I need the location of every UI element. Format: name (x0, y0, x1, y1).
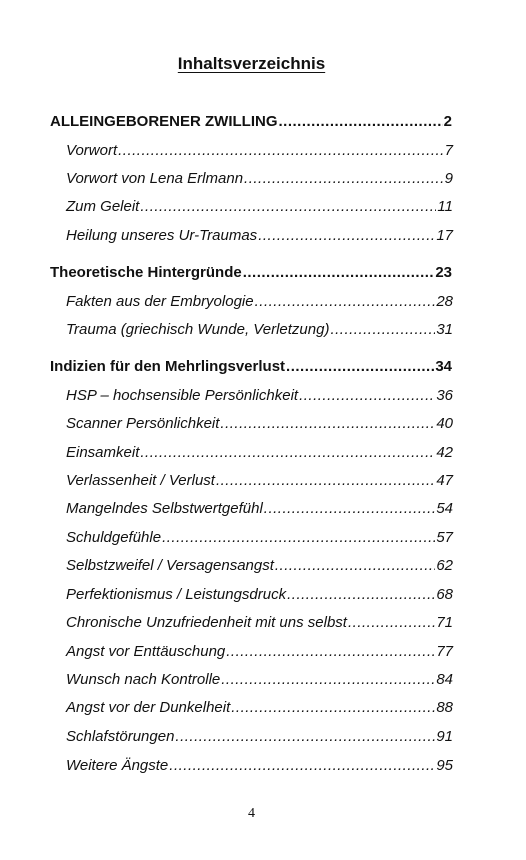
subentry-page-number: 91 (436, 728, 453, 745)
leader-dots (216, 471, 435, 491)
subentry-page-number: 36 (436, 387, 453, 404)
subentry-page-number: 68 (436, 586, 453, 603)
leader-dots (348, 613, 435, 633)
toc-subentry[interactable] (66, 585, 453, 605)
leader-dots (330, 320, 435, 340)
chapter-page-number: 2 (443, 113, 452, 130)
toc-subentry[interactable] (66, 642, 453, 662)
leader-dots (175, 727, 435, 747)
toc-subentry[interactable] (66, 756, 453, 776)
subentry-title: Selbstzweifel / Versagensangst (66, 557, 274, 574)
subentry-title: Einsamkeit (66, 444, 140, 461)
toc-chapter-entry[interactable] (50, 357, 452, 377)
toc-subentry[interactable] (66, 727, 453, 747)
toc-subentry[interactable] (66, 471, 453, 491)
leader-dots (221, 670, 435, 690)
subentry-page-number: 11 (437, 198, 453, 215)
subentry-page-number: 42 (436, 444, 453, 461)
toc-title: Inhaltsverzeichnis (177, 54, 326, 73)
toc-subentry[interactable] (66, 556, 453, 576)
toc-subentry[interactable] (66, 499, 453, 519)
leader-dots (299, 386, 435, 406)
chapter-page-number: 34 (435, 358, 452, 375)
subentry-title: Trauma (griechisch Wunde, Verletzung) (66, 321, 330, 338)
toc-subentry[interactable] (66, 320, 453, 340)
subentry-title: Angst vor der Dunkelheit (66, 699, 231, 716)
subentry-title: Fakten aus der Embryologie (66, 293, 254, 310)
toc-subentry[interactable] (66, 443, 453, 463)
leader-dots (118, 141, 444, 161)
toc-subentry[interactable] (66, 141, 453, 161)
toc-chapter-entry[interactable] (50, 112, 452, 132)
toc-subentry[interactable] (66, 698, 453, 718)
subentry-page-number: 54 (436, 500, 453, 517)
subentry-page-number: 95 (436, 757, 453, 774)
toc-subentry[interactable] (66, 226, 453, 246)
subentry-page-number: 7 (444, 142, 453, 159)
subentry-title: Zum Geleit (66, 198, 140, 215)
subentry-page-number: 62 (436, 557, 453, 574)
subentry-title: Schlafstörungen (66, 728, 175, 745)
subentry-page-number: 40 (436, 415, 453, 432)
subentry-title: Perfektionismus / Leistungsdruck (66, 586, 287, 603)
leader-dots (279, 112, 443, 132)
subentry-title: Heilung unseres Ur-Traumas (66, 227, 258, 244)
leader-dots (264, 499, 436, 519)
toc-subentry[interactable] (66, 197, 453, 217)
subentry-title: Wunsch nach Kontrolle (66, 671, 221, 688)
toc-subentry[interactable] (66, 169, 453, 189)
leader-dots (140, 197, 436, 217)
page-number: 4 (248, 806, 255, 821)
subentry-page-number: 31 (436, 321, 453, 338)
toc-chapter-entry[interactable] (50, 263, 452, 283)
leader-dots (140, 443, 435, 463)
leader-dots (169, 756, 435, 776)
subentry-title: Scanner Persönlichkeit (66, 415, 220, 432)
leader-dots (287, 585, 435, 605)
subentry-title: Chronische Unzufriedenheit mit uns selbst (66, 614, 347, 631)
leader-dots (286, 357, 434, 377)
leader-dots (258, 226, 435, 246)
toc-subentry[interactable] (66, 414, 453, 434)
subentry-page-number: 17 (436, 227, 453, 244)
subentry-page-number: 77 (436, 643, 453, 660)
toc-subentry[interactable] (66, 670, 453, 690)
leader-dots (243, 263, 435, 283)
subentry-page-number: 28 (436, 293, 453, 310)
subentry-page-number: 57 (436, 529, 453, 546)
subentry-title: Vorwort von Lena Erlmann (66, 170, 244, 187)
subentry-page-number: 9 (444, 170, 453, 187)
leader-dots (162, 528, 435, 548)
subentry-title: Schuldgefühle (66, 529, 162, 546)
subentry-title: Angst vor Enttäuschung (66, 643, 226, 660)
toc-subentry[interactable] (66, 386, 453, 406)
subentry-page-number: 88 (436, 699, 453, 716)
leader-dots (244, 169, 444, 189)
subentry-title: Vorwort (66, 142, 118, 159)
subentry-page-number: 84 (436, 671, 453, 688)
subentry-page-number: 47 (436, 472, 453, 489)
subentry-title: Verlassenheit / Verlust (66, 472, 215, 489)
leader-dots (231, 698, 435, 718)
leader-dots (220, 414, 435, 434)
chapter-title: ALLEINGEBORENER ZWILLING (50, 113, 278, 130)
toc-subentry[interactable] (66, 613, 453, 633)
leader-dots (255, 292, 436, 312)
chapter-page-number: 23 (435, 264, 452, 281)
chapter-title: Theoretische Hintergründe (50, 264, 242, 281)
chapter-title: Indizien für den Mehrlingsverlust (50, 358, 286, 375)
subentry-page-number: 71 (436, 614, 453, 631)
subentry-title: Weitere Ängste (66, 757, 169, 774)
subentry-title: HSP – hochsensible Persönlichkeit (66, 387, 299, 404)
leader-dots (226, 642, 435, 662)
subentry-title: Mangelndes Selbstwertgefühl (66, 500, 263, 517)
leader-dots (275, 556, 435, 576)
toc-subentry[interactable] (66, 292, 453, 312)
toc-subentry[interactable] (66, 528, 453, 548)
